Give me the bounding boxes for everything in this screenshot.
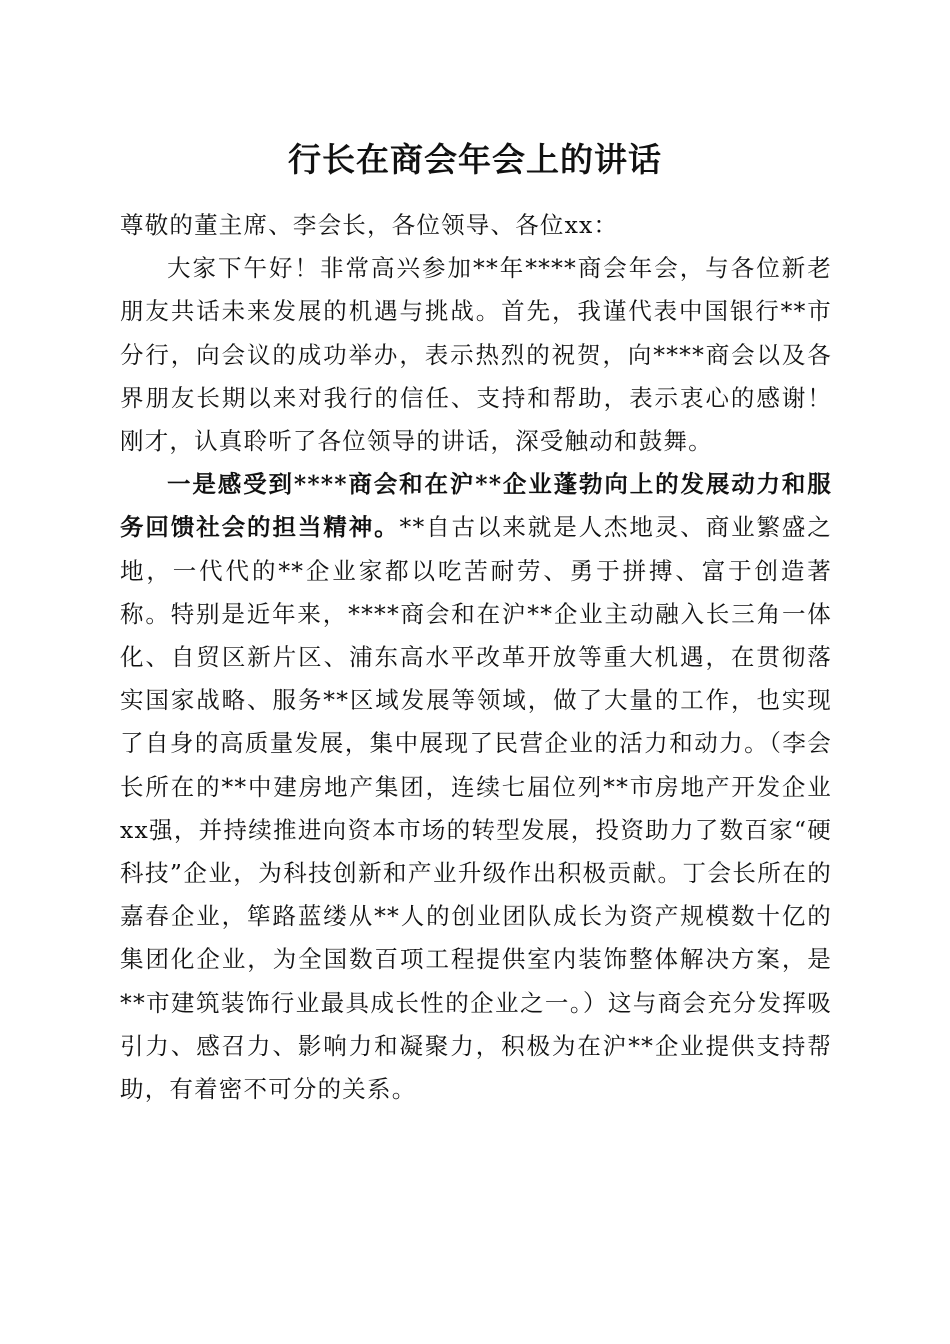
paragraph-greeting (120, 247, 832, 463)
salutation: 尊敬的董主席、李会长，各位领导、各位xx： (120, 211, 619, 239)
paragraph-point-one (120, 463, 832, 1111)
document-title: 行长在商会年会上的讲话 (288, 140, 662, 179)
paragraph-text: 大家下午好！非常高兴参加**年****商会年会，与各位新老朋友共话未来发展的机遇与挑战。首先，我谨代表中国银行**市分行，向会议的成功举办，表示热烈的祝贺，向****商会以及各界朋友长期以来对我行的信任、支持和帮助，表示衷心的感谢！刚才，认真聆听了各位领导的讲话，深受触动和鼓舞。 (120, 254, 832, 456)
paragraph-text: **自古以来就是人杰地灵、商业繁盛之地，一代代的**企业家都以吃苦耐劳、勇于拼搏、富于创造著称。特别是近年来，****商会和在沪**企业主动融入长三角一体化、自贸区新片区、浦东高水平改革开放等重大机遇，在贯彻落实国家战略、服务**区域发展等领域，做了大量的工作，也实现了自身的高质量发展，集中展现了民营企业的活力和动力。（李会长所在的**中建房地产集团，连续七届位列**市房地产开发企业xx强，并持续推进向资本市场的转型发展，投资助力了数百家“硬科技”企业，为科技创新和产业升级作出积极贡献。丁会长所在的嘉春企业，筚路蓝缕从**人的创业团队成长为资产规模数十亿的集团化企业，为全国数百项工程提供室内装饰整体解决方案，是**市建筑装饰行业最具成长性的企业之一。）这与商会充分发挥吸引力、感召力、影响力和凝聚力，积极为在沪**企业提供支持帮助，有着密不可分的关系。 (120, 513, 833, 1104)
document-body (120, 204, 832, 1111)
paragraph-lead: 一是感受到****商会和在沪**企业蓬勃向上的发展动力和服务回馈社会的担当精神。 (120, 470, 832, 542)
